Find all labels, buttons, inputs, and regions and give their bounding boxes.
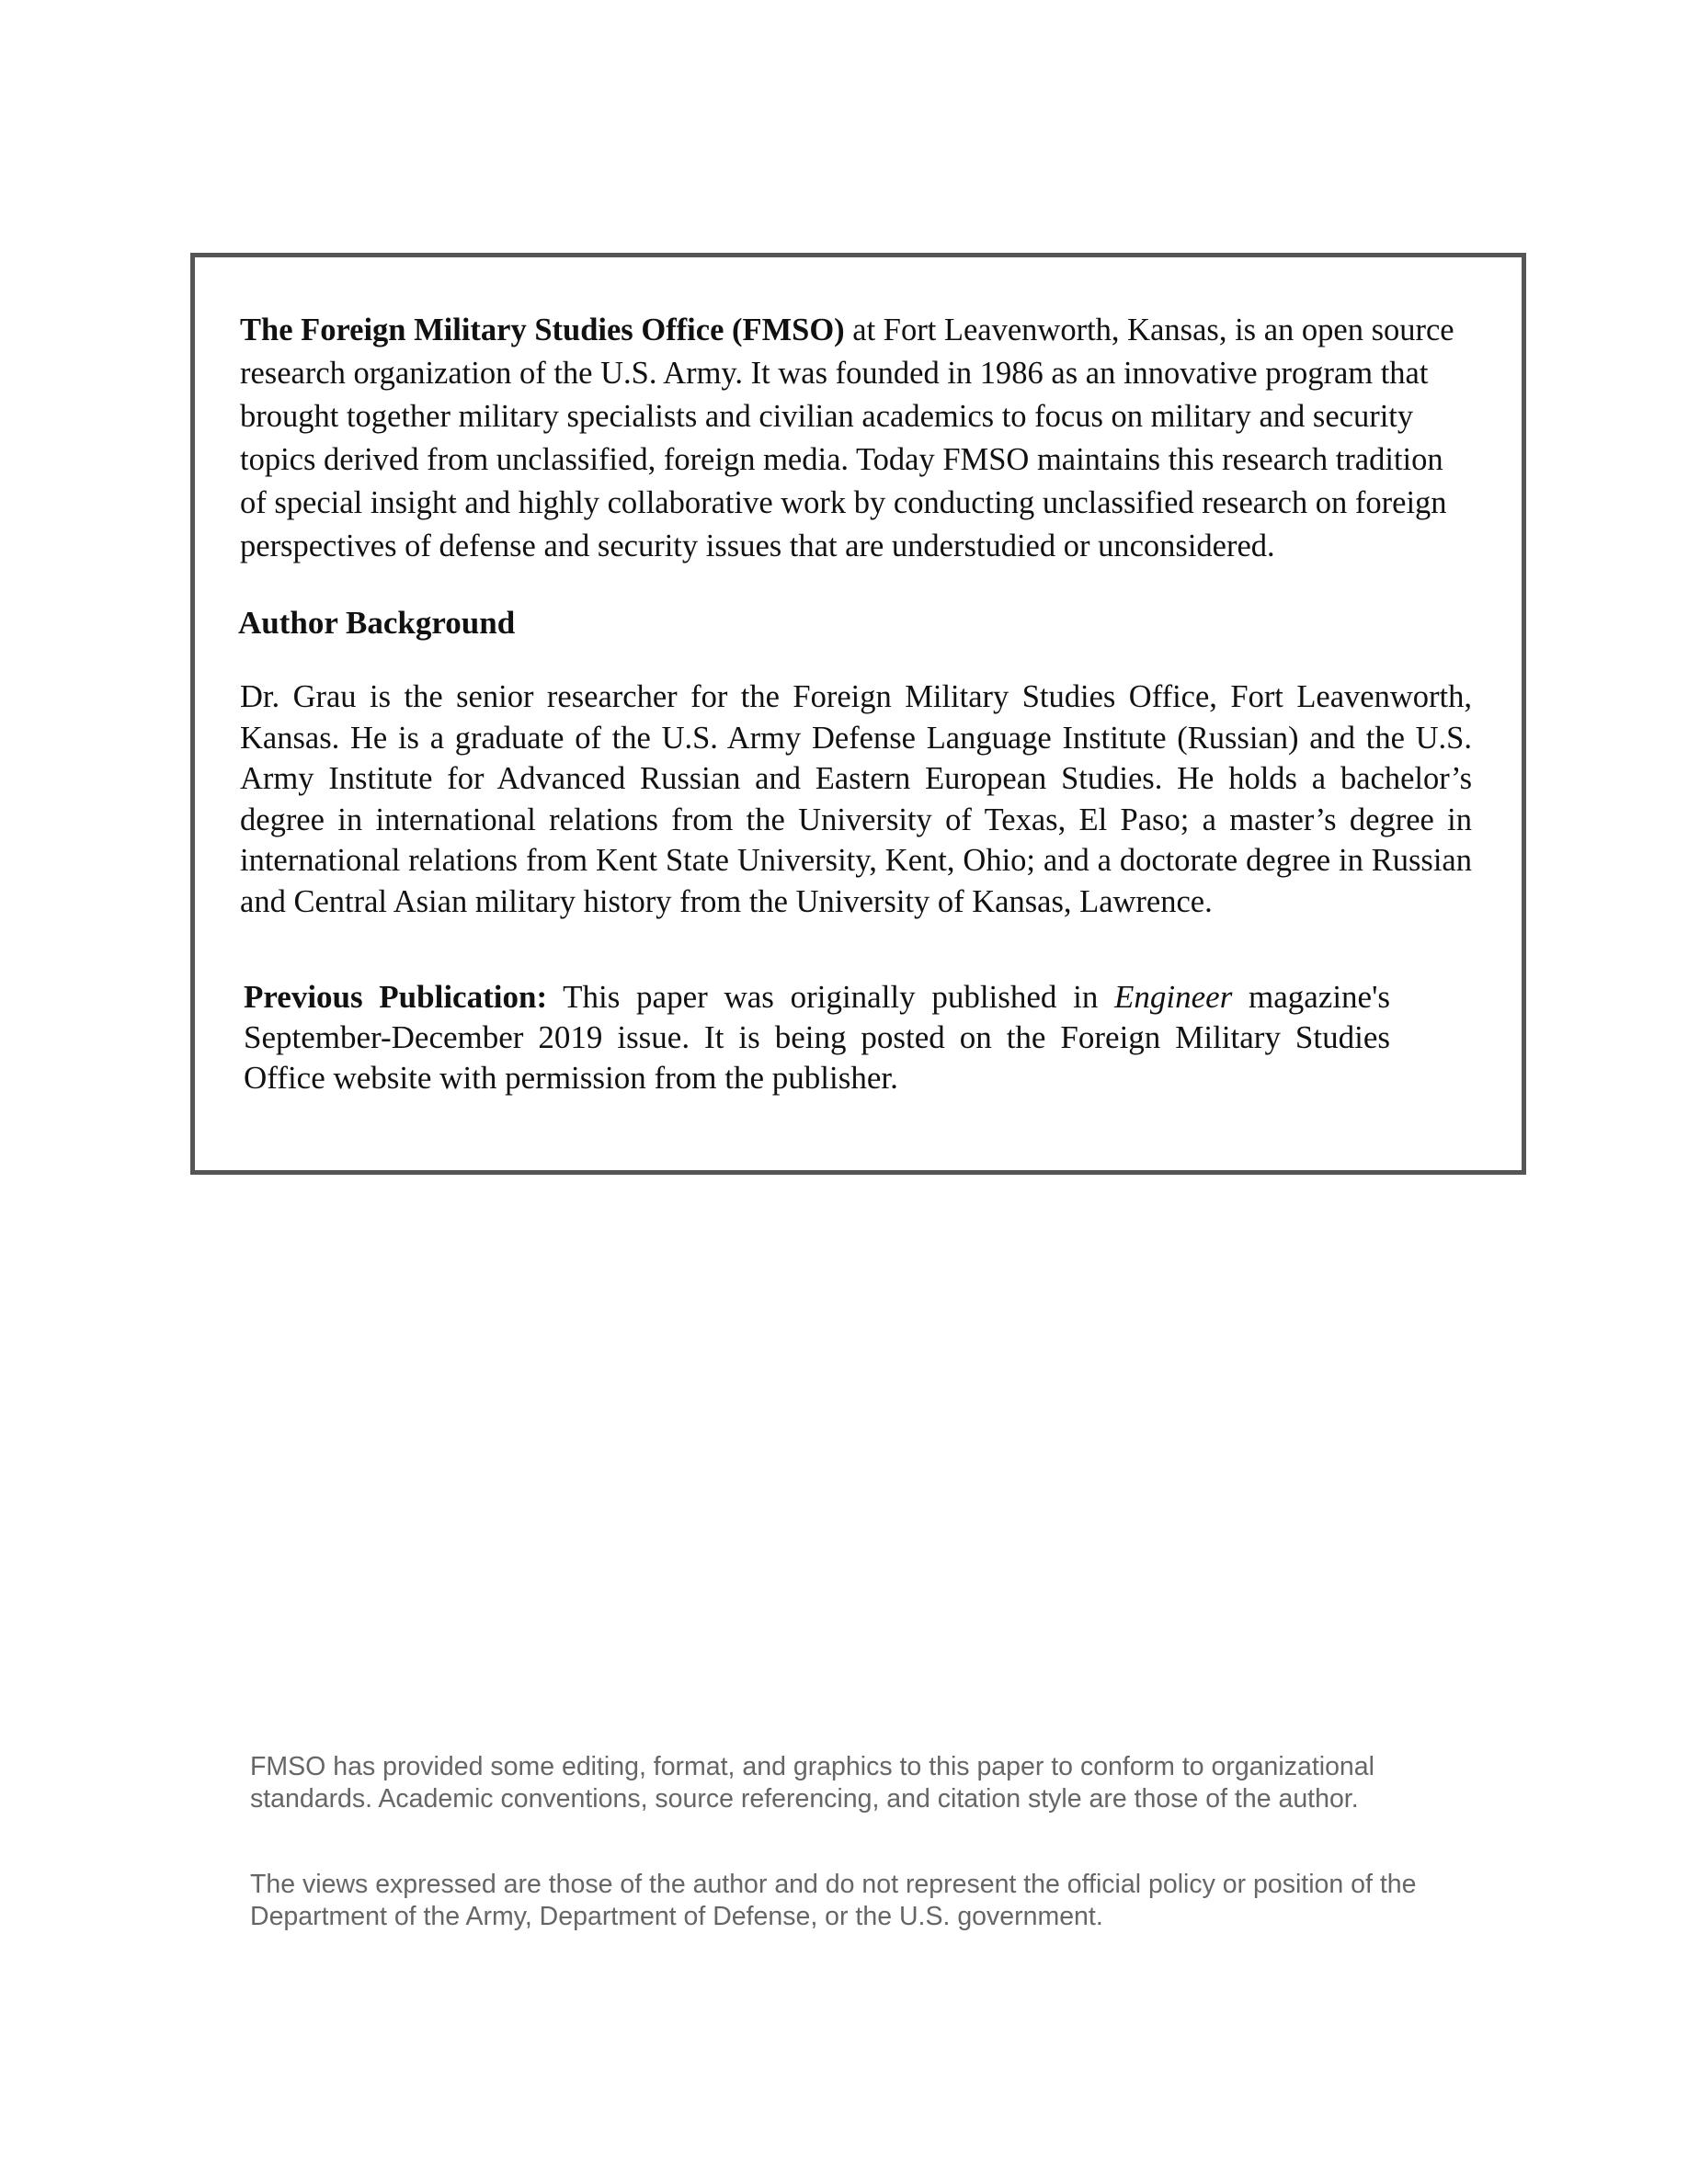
previous-publication-text-before: This paper was originally published in [547, 979, 1115, 1015]
disclaimer: The views expressed are those of the author and do not represent the official policy or position of the Department of the Army, Department of Defense, or the U.S. government. [250, 1870, 1417, 1931]
previous-publication-text-after: magazine's September-December 2019 issue. It is being posted on the Foreign Military Studies Office website with permission from the publisher. [244, 979, 1391, 1096]
author-background-heading: Author Background [238, 605, 516, 641]
author-bio-paragraph: Dr. Grau is the senior researcher for the Foreign Military Studies Office, Fort Leavenworth, Kansas. He is a graduate of the U.S. Army Defense Language Institute (Russian) and the U.S. Army Institute for Advanced Russian and Eastern European Studies. He holds a bachelor’s degree in international relations from the University of Texas, El Paso; a master’s degree in international relations from Kent State University, Kent, Ohio; and a doctorate degree in Russian and Central Asian military history from the University of Kansas, Lawrence. [240, 679, 1472, 919]
fmso-intro-text: at Fort Leavenworth, Kansas, is an open source research organization of the U.S. Army. It was founded in 1986 as an innovative program that brought together military specialists and civilian academics to focus on military and security topics derived from unclassified, foreign media. Today FMSO maintains this research tradition of special insight and highly collaborative work by conducting unclassified research on foreign perspectives of defense and security issues that are understudied or unconsidered. [240, 313, 1454, 563]
previous-publication-label: Previous Publication: [244, 979, 548, 1015]
previous-publication-paragraph [244, 977, 1390, 1098]
editing-note: FMSO has provided some editing, format, and graphics to this paper to conform to organizational standards. Academic conventions, source referencing, and citation style are those of the author. [250, 1752, 1374, 1814]
fmso-org-name: The Foreign Military Studies Office (FMSO) [240, 313, 845, 347]
magazine-name: Engineer [1114, 979, 1233, 1015]
fmso-intro-paragraph [240, 309, 1472, 568]
